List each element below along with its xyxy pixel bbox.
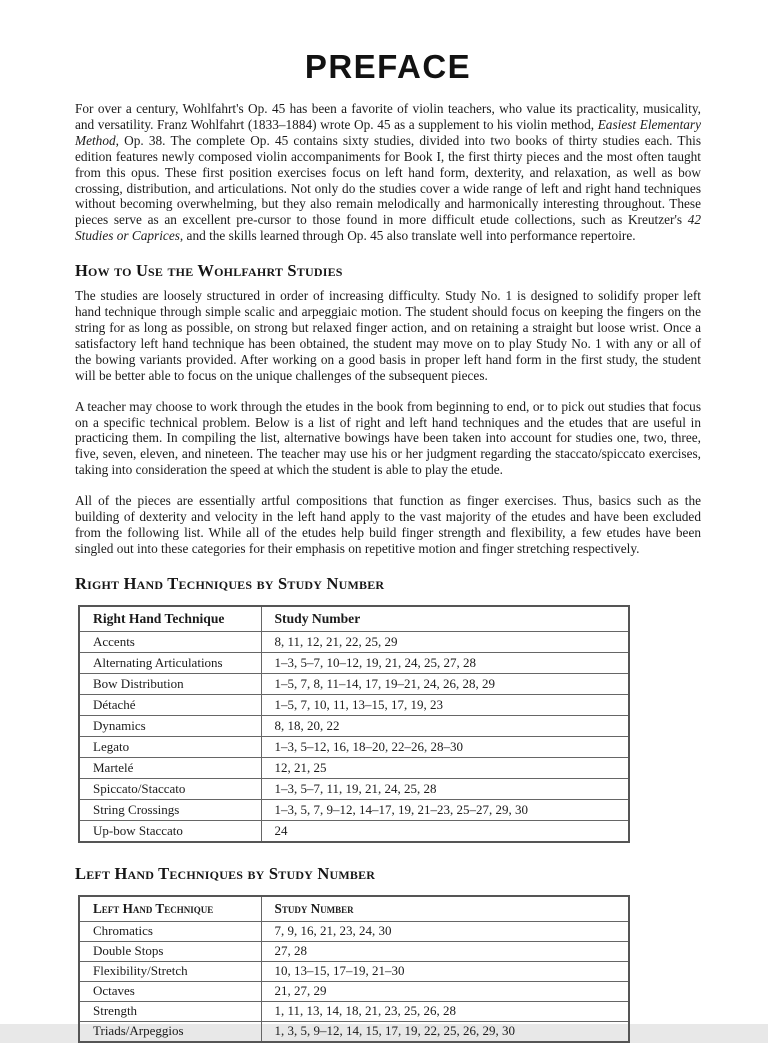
table-row: [79, 961, 629, 981]
technique-cell: Martelé: [79, 757, 261, 778]
section-heading-right-hand: Right Hand Techniques by Study Number: [75, 573, 385, 593]
paragraph-structure: The studies are loosely structured in order of increasing difficulty. Study No. 1 is designed to solidify proper left hand technique through simple scalic and arpeggiaic motion. The student should focus on keeping the fingers on the string for as long as possible, on strong but relaxed finger action, and on retaining a straight but loose wrist. Once a satisfactory left hand technique has been obtained, the student may move on to play Study No. 1 with any or all of the bowing variants provided. After working on a good basis in proper left hand form in the first study, the student will be better able to focus on the unique challenges of the subsequent pieces.: [75, 288, 701, 383]
right-hand-table: [78, 605, 630, 843]
left-hand-table: [78, 895, 630, 1043]
study-number-cell: 1–3, 5–12, 16, 18–20, 22–26, 28–30: [261, 736, 629, 757]
paragraph-teacher: A teacher may choose to work through the etudes in the book from beginning to end, or to pick out studies that focus on a specific technical problem. Below is a list of right and left hand techniques and the etudes that are useful in practicing them. In compiling the list, alternative bowings have been taken into account for studies one, two, three, five, seven, eleven, and nineteen. The teacher may use his or her judgment regarding the staccato/spiccato exercises, taking into consideration the speed at which the student is able to play the etude.: [75, 398, 701, 478]
table-row: [79, 778, 629, 799]
table-row: [79, 715, 629, 736]
technique-cell: Up-bow Staccato: [79, 820, 261, 842]
technique-cell: Triads/Arpeggios: [79, 1021, 261, 1042]
study-number-cell: 27, 28: [261, 941, 629, 961]
paragraph-exclusions: All of the pieces are essentially artful compositions that function as finger exercises. Thus, basics such as the building of dexterity and velocity in the left hand apply to the vast majority of the etudes and have been excluded from the following list. While all of the etudes help build finger strength and flexibility, a few etudes have been singled out into these categories for their emphasis on repetitive motion and finger stretching respectively.: [75, 493, 701, 556]
table-row: [79, 631, 629, 652]
italic-text-run: 42 Studies or Caprices: [75, 212, 701, 244]
study-number-cell: 8, 18, 20, 22: [261, 715, 629, 736]
page-content: [75, 0, 701, 1043]
section-heading-left-hand: Left Hand Techniques by Study Number: [75, 863, 376, 883]
table-row: [79, 820, 629, 842]
technique-cell: Accents: [79, 631, 261, 652]
study-number-cell: 1–3, 5–7, 11, 19, 21, 24, 25, 28: [261, 778, 629, 799]
left-hand-study-number-column-header: Study Number: [261, 896, 629, 922]
study-number-cell: 1, 3, 5, 9–12, 14, 15, 17, 19, 22, 25, 26, 29, 30: [261, 1021, 629, 1042]
table-row: [79, 757, 629, 778]
study-number-cell: 1–3, 5–7, 10–12, 19, 21, 24, 25, 27, 28: [261, 652, 629, 673]
technique-cell: Flexibility/Stretch: [79, 961, 261, 981]
technique-cell: String Crossings: [79, 799, 261, 820]
table-row: [79, 652, 629, 673]
technique-cell: Détaché: [79, 694, 261, 715]
table-row: [79, 921, 629, 941]
technique-cell: Dynamics: [79, 715, 261, 736]
page-title: PREFACE: [304, 48, 472, 85]
study-number-cell: 1–5, 7, 10, 11, 13–15, 17, 19, 23: [261, 694, 629, 715]
technique-cell: Double Stops: [79, 941, 261, 961]
technique-cell: Legato: [79, 736, 261, 757]
table-row: [79, 1001, 629, 1021]
technique-cell: Strength: [79, 1001, 261, 1021]
right-hand-study-number-column-header: Study Number: [261, 606, 629, 632]
study-number-cell: 10, 13–15, 17–19, 21–30: [261, 961, 629, 981]
section-heading-how-to-use: How to Use the Wohlfahrt Studies: [75, 261, 343, 281]
right-hand-technique-column-header: Right Hand Technique: [79, 606, 261, 632]
technique-cell: Octaves: [79, 981, 261, 1001]
table-row: [79, 981, 629, 1001]
left-hand-table-header-row: [79, 896, 629, 922]
study-number-cell: 8, 11, 12, 21, 22, 25, 29: [261, 631, 629, 652]
study-number-cell: 24: [261, 820, 629, 842]
study-number-cell: 1–3, 5, 7, 9–12, 14–17, 19, 21–23, 25–27, 29, 30: [261, 799, 629, 820]
intro-paragraph: [75, 101, 701, 244]
table-row: [79, 673, 629, 694]
table-row: [79, 736, 629, 757]
text-run: , and the skills learned through Op. 45 also translate well into performance repertoire.: [179, 228, 636, 244]
study-number-cell: 21, 27, 29: [261, 981, 629, 1001]
study-number-cell: 1–5, 7, 8, 11–14, 17, 19–21, 24, 26, 28, 29: [261, 673, 629, 694]
table-row: [79, 799, 629, 820]
technique-cell: Alternating Articulations: [79, 652, 261, 673]
text-run: , Op. 38. The complete Op. 45 contains sixty studies, divided into two books of thirty studies each. This edition features newly composed violin accompaniments for Book I, the first thirty pieces and the most often taught from this opus. These first position exercises focus on left hand form, dexterity, and relaxation, as well as bow crossing, distribution, and articulations. Not only do the studies cover a wide range of left and right hand techniques without becoming overwhelming, but they also remain melodically and harmonically interesting throughout. These pieces serve as an excellent pre-cursor to those found in more difficult etude collections, such as Kreutzer's: [75, 132, 701, 228]
table-row: [79, 1021, 629, 1042]
right-hand-table-body: [79, 631, 629, 842]
study-number-cell: 1, 11, 13, 14, 18, 21, 23, 25, 26, 28: [261, 1001, 629, 1021]
text-run: For over a century, Wohlfahrt's Op. 45 has been a favorite of violin teachers, who value its practicality, musicality, and versatility. Franz Wohlfahrt (1833–1884) wrote Op. 45 as a supplement to his violin method,: [75, 101, 701, 132]
table-row: [79, 694, 629, 715]
table-row: [79, 941, 629, 961]
technique-cell: Bow Distribution: [79, 673, 261, 694]
right-hand-table-header-row: [79, 606, 629, 632]
study-number-cell: 12, 21, 25: [261, 757, 629, 778]
left-hand-table-body: [79, 921, 629, 1042]
left-hand-technique-column-header: Left Hand Technique: [79, 896, 261, 922]
italic-text-run: Easiest Elementary Method: [75, 116, 701, 148]
study-number-cell: 7, 9, 16, 21, 23, 24, 30: [261, 921, 629, 941]
technique-cell: Chromatics: [79, 921, 261, 941]
technique-cell: Spiccato/Staccato: [79, 778, 261, 799]
